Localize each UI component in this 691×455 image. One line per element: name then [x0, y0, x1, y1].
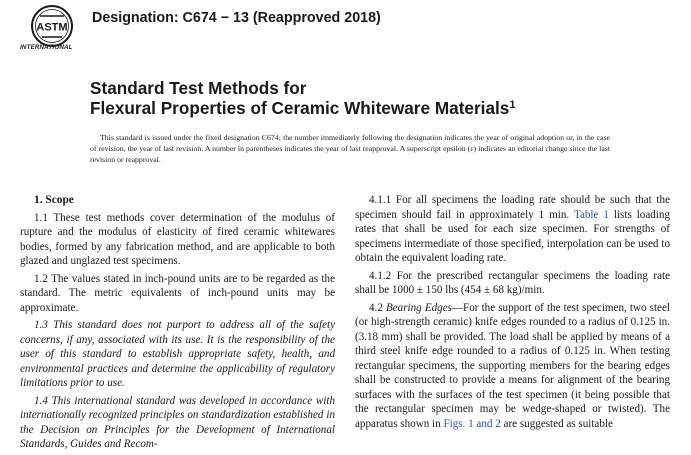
procedure-column [355, 193, 670, 434]
section-1-2: 1.2 The values stated in inch-pound units are to be regarded as the standard. The metric equivalents of inch-pound units may be approximate. [20, 272, 335, 314]
section-4-1-1-a: 4.1.1 For all specimens the loading rate should be such that the specimen should fail in approximately 1 min. [355, 194, 670, 221]
scope-column [20, 193, 335, 455]
issuance-note [90, 132, 610, 165]
section-1-4: 1.4 This international standard was developed in accordance with internationally recognized principles on standardization established in the Decision on Principles for the Development of International Standards, Guides and Recom- [20, 394, 335, 450]
issuance-note-text: This standard is issued under the fixed designation C674; the number immediately following the designation indicates the year of original adoption or, in the case of revision, the year of last revision. A number in parentheses indicates the year of last reapproval. A superscript epsilon (ε) indicates an editorial change since the last revision or reapproval. [90, 133, 610, 165]
section-1-1: 1.1 These test methods cover determination of the modulus of rupture and the modulus of elasticity of fired ceramic whitewares bodies, formed by any fabrication method, and are applicable to both glazed and unglazed test specimens. [20, 211, 335, 267]
designation: Designation: C674 − 13 (Reapproved 2018) [92, 10, 381, 26]
astm-logo-text: ASTM [36, 21, 68, 34]
section-4-2 [355, 301, 670, 432]
logo-caption: INTERNATIONAL [20, 44, 73, 51]
section-4-2-num: 4.2 [369, 301, 383, 314]
title-line-1: Standard Test Methods for [90, 78, 307, 98]
table-1-link[interactable]: Table 1 [573, 208, 609, 221]
scope-heading: 1. Scope [34, 194, 74, 206]
title-footnote-mark: 1 [509, 99, 516, 111]
page-title [90, 78, 515, 118]
section-4-2-title: Bearing Edges [385, 301, 452, 314]
title-line-2 [90, 98, 515, 118]
title-line-2-text: Flexural Properties of Ceramic Whiteware Materials [90, 98, 510, 118]
section-4-1-2: 4.1.2 For the prescribed rectangular specimens the loading rate shall be 1000 ± 150 lbs (454 ± 68 kg)/min. [355, 269, 670, 296]
section-4-1-1-b: lists loading rates that shall be used for each size specimen. For strengths of specimens intermediate of those specified, interpolation can be used to obtain the equivalent loading rate. [355, 208, 670, 264]
section-4-1-1 [355, 193, 670, 266]
section-4-2-b: are suggested as suitable [503, 417, 613, 430]
section-1-3: 1.3 This standard does not purport to address all of the safety concerns, if any, associated with its use. It is the responsibility of the user of this standard to establish appropriate safety, health, and environmental practices and determine the applicability of regulatory limitations prior to use. [20, 319, 335, 389]
figs-link[interactable]: Figs. 1 and 2 [443, 417, 501, 430]
section-4-2-a: —For the support of the test specimen, two steel (or high-strength ceramic) knife edges rounded to a radius of 0.125 in. (3.18 mm) shall be provided. The load shall be applied by means of a third steel knife edge rounded to a radius of 0.125 in. When testing rectangular specimens, the supporting members for the bearing edges shall be constructed to provide a means for alignment of the bearing surfaces with the surfaces of the test specimen (it being possible that the rectangular specimen may be wedge-shaped or twisted). The apparatus shown in [355, 301, 670, 430]
